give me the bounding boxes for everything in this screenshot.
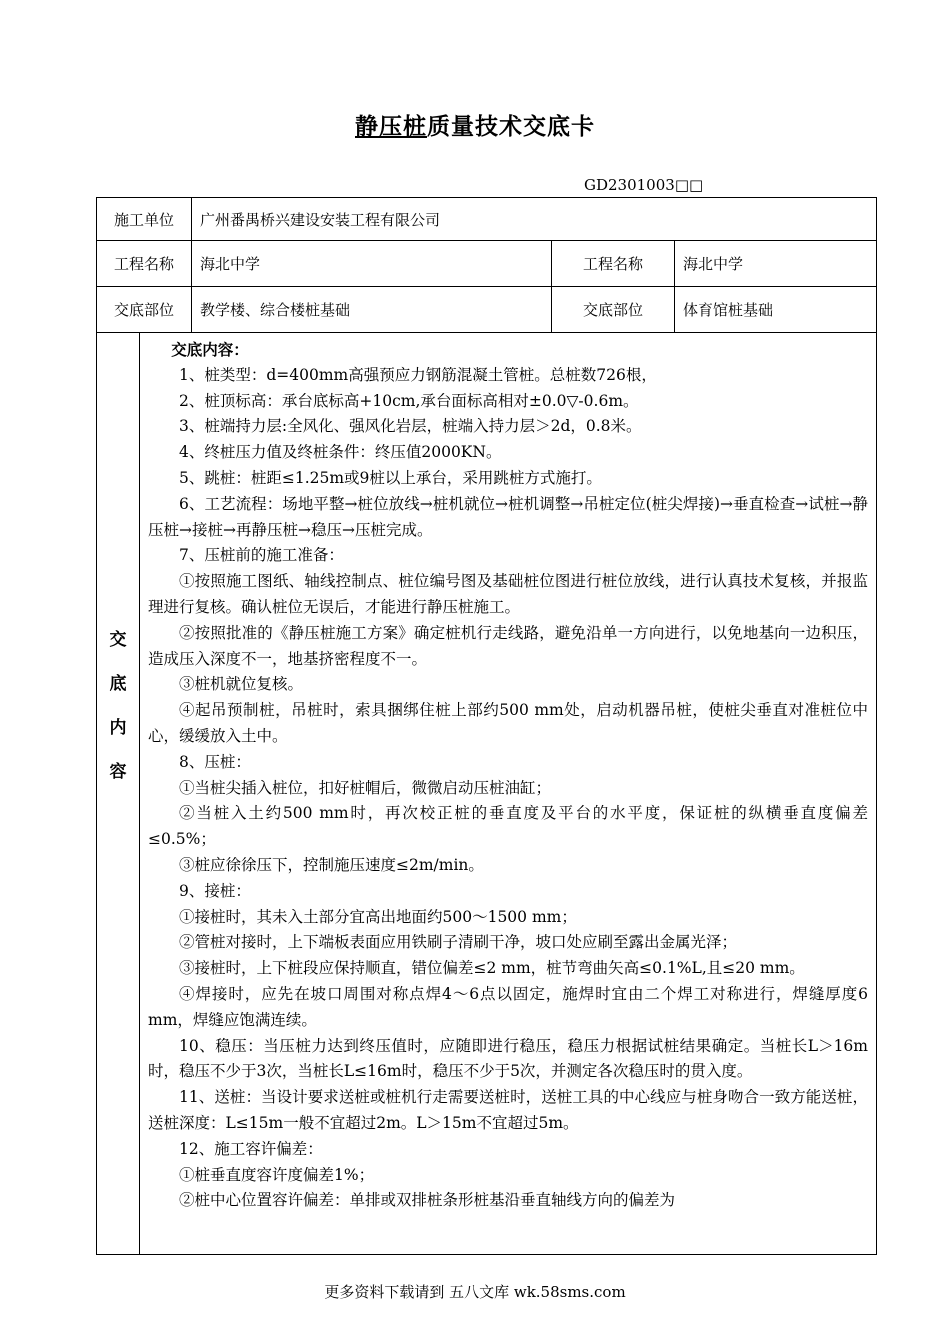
content-paragraph: 3、桩端持力层:全风化、强风化岩层，桩端入持力层＞2d，0.8米。	[179, 417, 642, 436]
side-label-column	[97, 333, 140, 1254]
content-paragraph: 6、工艺流程：场地平整→桩位放线→桩机就位→桩机调整→吊桩定位(桩尖焊接)→垂直检查→试桩→静压桩→接桩→再静压桩→稳压→压桩完成。	[148, 494, 868, 539]
content-paragraph: ②当桩入土约500 mm时，再次校正桩的垂直度及平台的水平度，保证桩的纵横垂直度偏差≤0.5%；	[148, 804, 868, 849]
row-disclosure-part	[97, 287, 877, 333]
content-paragraph: ③桩应徐徐压下，控制施压速度≤2m/min。	[179, 855, 484, 874]
disclosure-part-label-1: 交底部位	[97, 287, 192, 333]
content-paragraph: ②按照批准的《静压桩施工方案》确定桩机行走线路，避免沿单一方向进行，以免地基向一边积压，造成压入深度不一，地基挤密程度不一。	[148, 623, 868, 668]
side-label-char: 内	[109, 718, 127, 738]
content-heading: 交底内容：	[171, 340, 249, 359]
content-paragraph: ①桩垂直度容许度偏差1%；	[179, 1165, 375, 1184]
content-paragraph: 5、跳桩：桩距≤1.25m或9桩以上承台，采用跳桩方式施打。	[179, 468, 602, 487]
content-paragraph: 9、接桩：	[179, 881, 251, 900]
content-paragraphs	[148, 363, 868, 1214]
side-label	[97, 618, 139, 794]
content-paragraph: ①接桩时，其未入土部分宜高出地面约500～1500 mm；	[179, 907, 577, 926]
title-rest: 质量技术交底卡	[427, 113, 595, 140]
document-code: GD2301003□□	[584, 176, 704, 194]
row-construction-unit	[97, 198, 877, 241]
title-underlined-part: 静压桩	[355, 113, 427, 140]
side-label-char: 交	[109, 630, 127, 650]
project-name-value-2: 海北中学	[675, 241, 877, 287]
content-paragraph: 1、桩类型：d=400mm高强预应力钢筋混凝土管桩。总桩数726根，	[179, 365, 657, 384]
content-paragraph: 11、送桩：当设计要求送桩或桩机行走需要送桩时，送桩工具的中心线应与桩身吻合一致方能送桩，送桩深度：L≤15m一般不宜超过2m。L＞15m不宜超过5m。	[148, 1088, 868, 1132]
disclosure-part-label-2: 交底部位	[552, 287, 675, 333]
content-paragraph: ①按照施工图纸、轴线控制点、桩位编号图及基础桩位图进行桩位放线，进行认真技术复核，并报监理进行复核。确认桩位无误后，才能进行静压桩施工。	[148, 572, 868, 616]
content-paragraph: ④焊接时，应先在坡口周围对称点焊4～6点以固定，施焊时宜由二个焊工对称进行，焊缝厚度6 mm，焊缝应饱满连续。	[148, 984, 868, 1029]
document-title	[0, 108, 950, 141]
content-paragraph: 8、压桩：	[179, 752, 251, 771]
project-name-label-2: 工程名称	[552, 241, 675, 287]
content-paragraph: ③桩机就位复核。	[179, 675, 304, 694]
disclosure-part-value-1: 教学楼、综合楼桩基础	[192, 287, 552, 333]
content-paragraph: ②桩中心位置容许偏差：单排或双排桩条形桩基沿垂直轴线方向的偏差为	[179, 1191, 676, 1210]
content-paragraph: 10、稳压：当压桩力达到终压值时，应随即进行稳压，稳压力根据试桩结果确定。当桩长L＞16m时，稳压不少于3次，当桩长L≤16m时，稳压不少于5次，并测定各次稳压时的贯入度。	[148, 1036, 868, 1081]
content-paragraph: ①当桩尖插入桩位，扣好桩帽后，微微启动压桩油缸；	[179, 778, 552, 797]
content-section	[96, 333, 877, 1255]
disclosure-card-table	[96, 197, 877, 333]
content-paragraph: 2、桩顶标高：承台底标高+10cm,承台面标高相对±0.0▽-0.6m。	[179, 391, 639, 410]
row-project-name	[97, 241, 877, 287]
construction-unit-value: 广州番禺桥兴建设安装工程有限公司	[192, 198, 877, 241]
content-paragraph: ④起吊预制桩，吊桩时，索具捆绑住桩上部约500 mm处，启动机器吊桩，使桩尖垂直对准桩位中心，缓缓放入土中。	[148, 701, 868, 745]
disclosure-part-value-2: 体育馆桩基础	[675, 287, 877, 333]
content-paragraph: 12、施工容许偏差：	[179, 1139, 323, 1158]
construction-unit-label: 施工单位	[97, 198, 192, 241]
content-paragraph: ③接桩时，上下桩段应保持顺直，错位偏差≤2 mm，桩节弯曲矢高≤0.1%L,且≤20 mm。	[179, 959, 805, 978]
content-body	[140, 333, 876, 1254]
content-paragraph: ②管桩对接时，上下端板表面应用铁刷子清刷干净，坡口处应刷至露出金属光泽；	[179, 933, 738, 952]
project-name-label-1: 工程名称	[97, 241, 192, 287]
side-label-char: 容	[109, 762, 127, 782]
footer-note: 更多资料下载请到 五八文库 wk.58sms.com	[324, 1283, 626, 1301]
content-paragraph: 7、压桩前的施工准备：	[179, 546, 344, 565]
content-paragraph: 4、终桩压力值及终桩条件：终压值2000KN。	[179, 443, 502, 462]
project-name-value-1: 海北中学	[192, 241, 552, 287]
side-label-char: 底	[109, 674, 127, 694]
